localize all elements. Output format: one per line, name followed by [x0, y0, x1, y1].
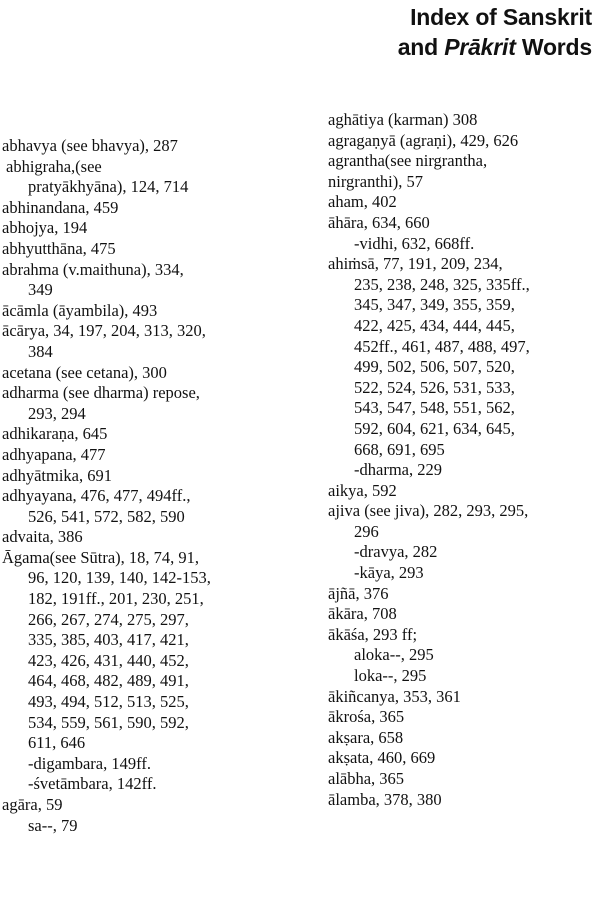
index-entry: advaita, 386 — [2, 527, 83, 547]
index-entry: ākāra, 708 — [328, 604, 397, 624]
index-entry: aloka--, 295 — [354, 645, 434, 665]
index-entry: Āgama(see Sūtra), 18, 74, 91, — [2, 547, 200, 567]
index-entry: 349 — [28, 280, 53, 300]
title-line-2-italic: Prākrit — [444, 34, 516, 60]
index-entry: adharma (see dharma) repose, — [2, 383, 200, 403]
index-entry: 493, 494, 512, 513, 525, — [28, 692, 189, 712]
index-entry: 235, 238, 248, 325, 335ff., — [354, 274, 530, 294]
index-entry: 452ff., 461, 487, 488, 497, — [354, 336, 530, 356]
index-entry: aham, 402 — [328, 192, 397, 212]
title-line-2-pre: and — [397, 34, 445, 60]
index-entry: -dharma, 229 — [354, 460, 442, 480]
index-entry: ākrośa, 365 — [328, 707, 405, 727]
index-entry: abhojya, 194 — [2, 218, 88, 238]
index-entry: agāra, 59 — [2, 795, 63, 814]
index-entry: acetana (see cetana), 300 — [2, 362, 167, 382]
index-entry: abhavya (see bhavya), 287 — [2, 136, 178, 155]
index-entry: ākiñcanya, 353, 361 — [328, 686, 461, 706]
index-entry: aghātiya (karman) 308 — [328, 110, 478, 129]
index-entry: agragaṇyā (agraṇi), 429, 626 — [328, 130, 519, 150]
index-entry: -vidhi, 632, 668ff. — [354, 233, 475, 253]
title-line-2-post: Words — [515, 34, 592, 60]
index-entry: ācārya, 34, 197, 204, 313, 320, — [2, 321, 206, 341]
index-entry: sa--, 79 — [28, 815, 78, 835]
index-entry: ajiva (see jiva), 282, 293, 295, — [328, 501, 529, 521]
index-entry: -digambara, 149ff. — [28, 753, 151, 773]
index-entry: adhikaraṇa, 645 — [2, 424, 108, 444]
title-line-2 — [398, 32, 592, 62]
index-entry: -dravya, 282 — [354, 542, 438, 562]
index-entry: akṣara, 658 — [328, 727, 404, 747]
index-entry: abhyutthāna, 475 — [2, 238, 116, 258]
index-entry: ākāśa, 293 ff; — [328, 624, 418, 644]
index-entry: 592, 604, 621, 634, 645, — [354, 418, 515, 438]
index-entry: 345, 347, 349, 355, 359, — [354, 295, 515, 315]
index-entry: abrahma (v.maithuna), 334, — [2, 259, 184, 279]
index-entry: alābha, 365 — [328, 769, 405, 788]
index-entry: adhyayana, 476, 477, 494ff., — [2, 486, 191, 506]
index-entry: 534, 559, 561, 590, 592, — [28, 712, 189, 732]
index-entry: adhyātmika, 691 — [2, 465, 112, 485]
index-entry: 422, 425, 434, 444, 445, — [354, 315, 515, 335]
index-entry: 611, 646 — [28, 733, 86, 753]
index-column-left — [2, 136, 302, 836]
index-entry: 182, 191ff., 201, 230, 251, — [28, 589, 204, 609]
index-entry: abhinandana, 459 — [2, 197, 119, 217]
index-entry: ālamba, 378, 380 — [328, 789, 442, 809]
title-line-1: Index of Sanskrit — [410, 4, 592, 30]
index-column-right — [328, 110, 598, 810]
index-entry: 526, 541, 572, 582, 590 — [28, 506, 185, 526]
index-entry: 384 — [28, 341, 53, 361]
index-entry: 668, 691, 695 — [354, 439, 445, 459]
index-entry: pratyākhyāna), 124, 714 — [28, 177, 189, 197]
index-entry: ācāmla (āyambila), 493 — [2, 300, 158, 320]
index-entry: 266, 267, 274, 275, 297, — [28, 609, 189, 629]
index-entry: 499, 502, 506, 507, 520, — [354, 357, 515, 377]
index-entry: ājñā, 376 — [328, 583, 389, 603]
index-entry: agrantha(see nirgrantha, — [328, 151, 488, 171]
index-entry: 423, 426, 431, 440, 452, — [28, 650, 189, 670]
index-entry: aikya, 592 — [328, 480, 397, 500]
index-entry: -śvetāmbara, 142ff. — [28, 774, 157, 794]
index-entry: adhyapana, 477 — [2, 444, 106, 464]
index-entry: ahiṁsā, 77, 191, 209, 234, — [328, 254, 503, 274]
index-entry: loka--, 295 — [354, 666, 427, 686]
index-entry: abhigraha,(see — [6, 156, 102, 176]
index-entry: -kāya, 293 — [354, 563, 424, 583]
index-entry: 464, 468, 482, 489, 491, — [28, 671, 189, 691]
index-entry: 543, 547, 548, 551, 562, — [354, 398, 515, 418]
page-title — [398, 2, 592, 62]
index-entry: 96, 120, 139, 140, 142-153, — [28, 568, 211, 588]
index-entry: 296 — [354, 521, 379, 541]
index-entry: akṣata, 460, 669 — [328, 748, 436, 768]
index-entry: 293, 294 — [28, 403, 86, 423]
index-entry: āhāra, 634, 660 — [328, 212, 430, 232]
index-entry: nirgranthi), 57 — [328, 171, 424, 191]
index-entry: 335, 385, 403, 417, 421, — [28, 630, 189, 650]
index-entry: 522, 524, 526, 531, 533, — [354, 377, 515, 397]
